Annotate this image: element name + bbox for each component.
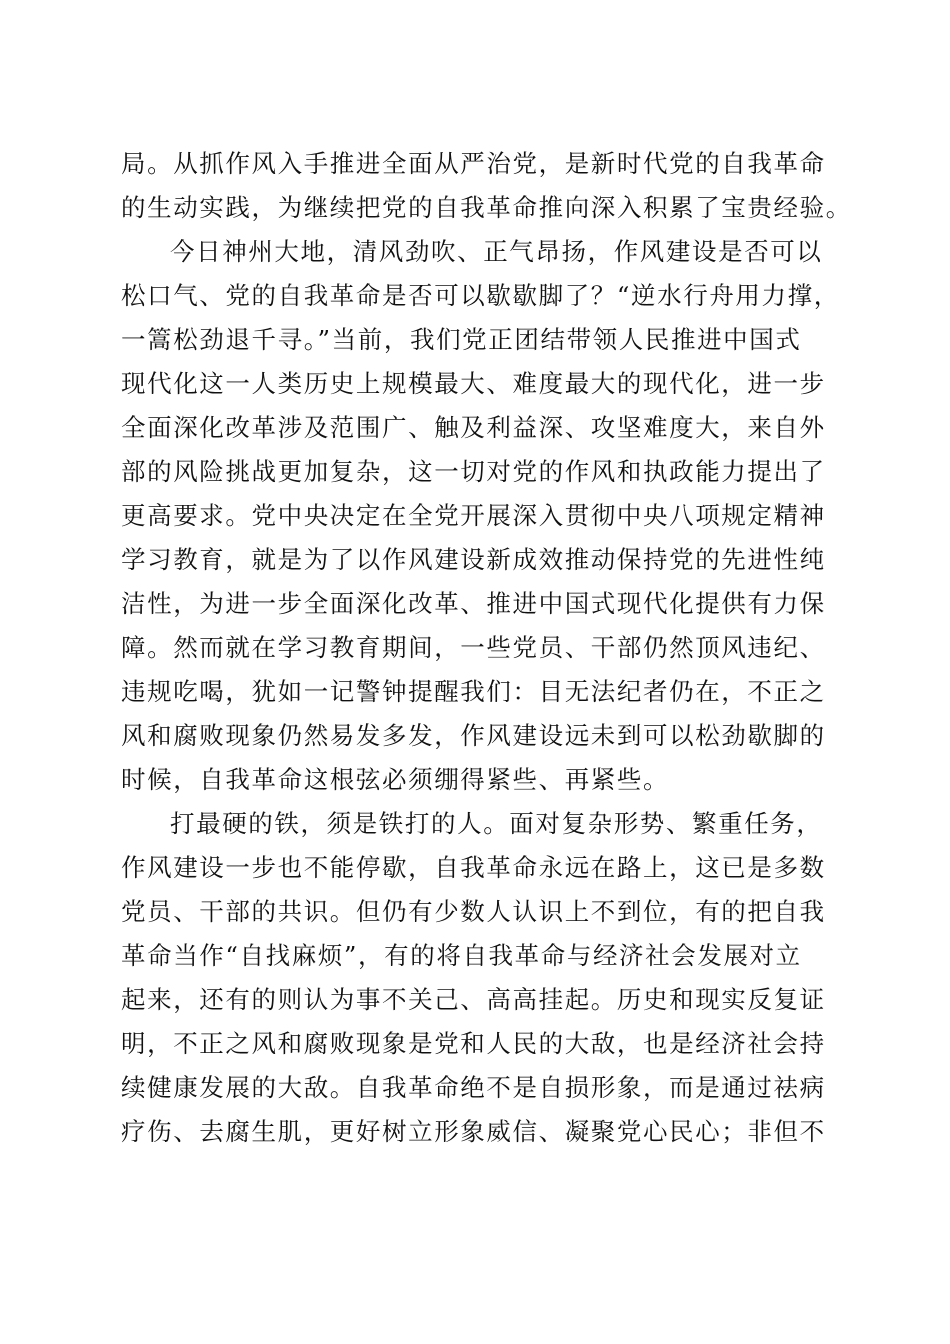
paragraph-start-line: 打最硬的铁，须是铁打的人。面对复杂形势、繁重任务， <box>170 809 823 838</box>
text-line-4: 松口气、党的自我革命是否可以歇歇脚了？“逆水行舟用力撑， <box>121 281 840 310</box>
text-line-8: 部的风险挑战更加复杂，这一切对党的作风和执政能力提出了 <box>121 457 826 486</box>
text-line-1: 局。从抓作风入手推进全面从严治党，是新时代党的自我革命 <box>121 149 826 178</box>
text-line-21: 明，不正之风和腐败现象是党和人民的大敌，也是经济社会持 <box>121 1029 826 1058</box>
text-line-23: 疗伤、去腐生肌，更好树立形象威信、凝聚党心民心；非但不 <box>121 1117 826 1146</box>
text-line-22: 续健康发展的大敌。自我革命绝不是自损形象，而是通过祛病 <box>121 1073 826 1102</box>
text-line-9: 更高要求。党中央决定在全党开展深入贯彻中央八项规定精神 <box>121 501 826 530</box>
text-line-2: 的生动实践，为继续把党的自我革命推向深入积累了宝贵经验。 <box>121 193 852 222</box>
text-line-7: 全面深化改革涉及范围广、触及利益深、攻坚难度大，来自外 <box>121 413 826 442</box>
text-line-6: 现代化这一人类历史上规模最大、难度最大的现代化，进一步 <box>121 369 826 398</box>
text-line-12: 障。然而就在学习教育期间，一些党员、干部仍然顶风违纪、 <box>121 633 826 662</box>
text-line-14: 风和腐败现象仍然易发多发，作风建设远未到可以松劲歇脚的 <box>121 721 826 750</box>
text-line-5: 一篙松劲退千寻。”当前，我们党正团结带领人民推进中国式 <box>121 325 802 354</box>
text-line-11: 洁性，为进一步全面深化改革、推进中国式现代化提供有力保 <box>121 589 826 618</box>
text-line-17: 作风建设一步也不能停歇，自我革命永远在路上，这已是多数 <box>121 853 826 882</box>
text-line-10: 学习教育，就是为了以作风建设新成效推动保持党的先进性纯 <box>121 545 826 574</box>
text-line-20: 起来，还有的则认为事不关己、高高挂起。历史和现实反复证 <box>121 985 826 1014</box>
text-line-15: 时候，自我革命这根弦必须绷得紧些、再紧些。 <box>121 765 670 794</box>
paragraph-start-line: 今日神州大地，清风劲吹、正气昂扬，作风建设是否可以 <box>170 237 823 266</box>
text-line-18: 党员、干部的共识。但仍有少数人认识上不到位，有的把自我 <box>121 897 826 926</box>
text-line-13: 违规吃喝，犹如一记警钟提醒我们：目无法纪者仍在，不正之 <box>121 677 826 706</box>
text-line-19: 革命当作“自找麻烦”，有的将自我革命与经济社会发展对立 <box>121 941 802 970</box>
